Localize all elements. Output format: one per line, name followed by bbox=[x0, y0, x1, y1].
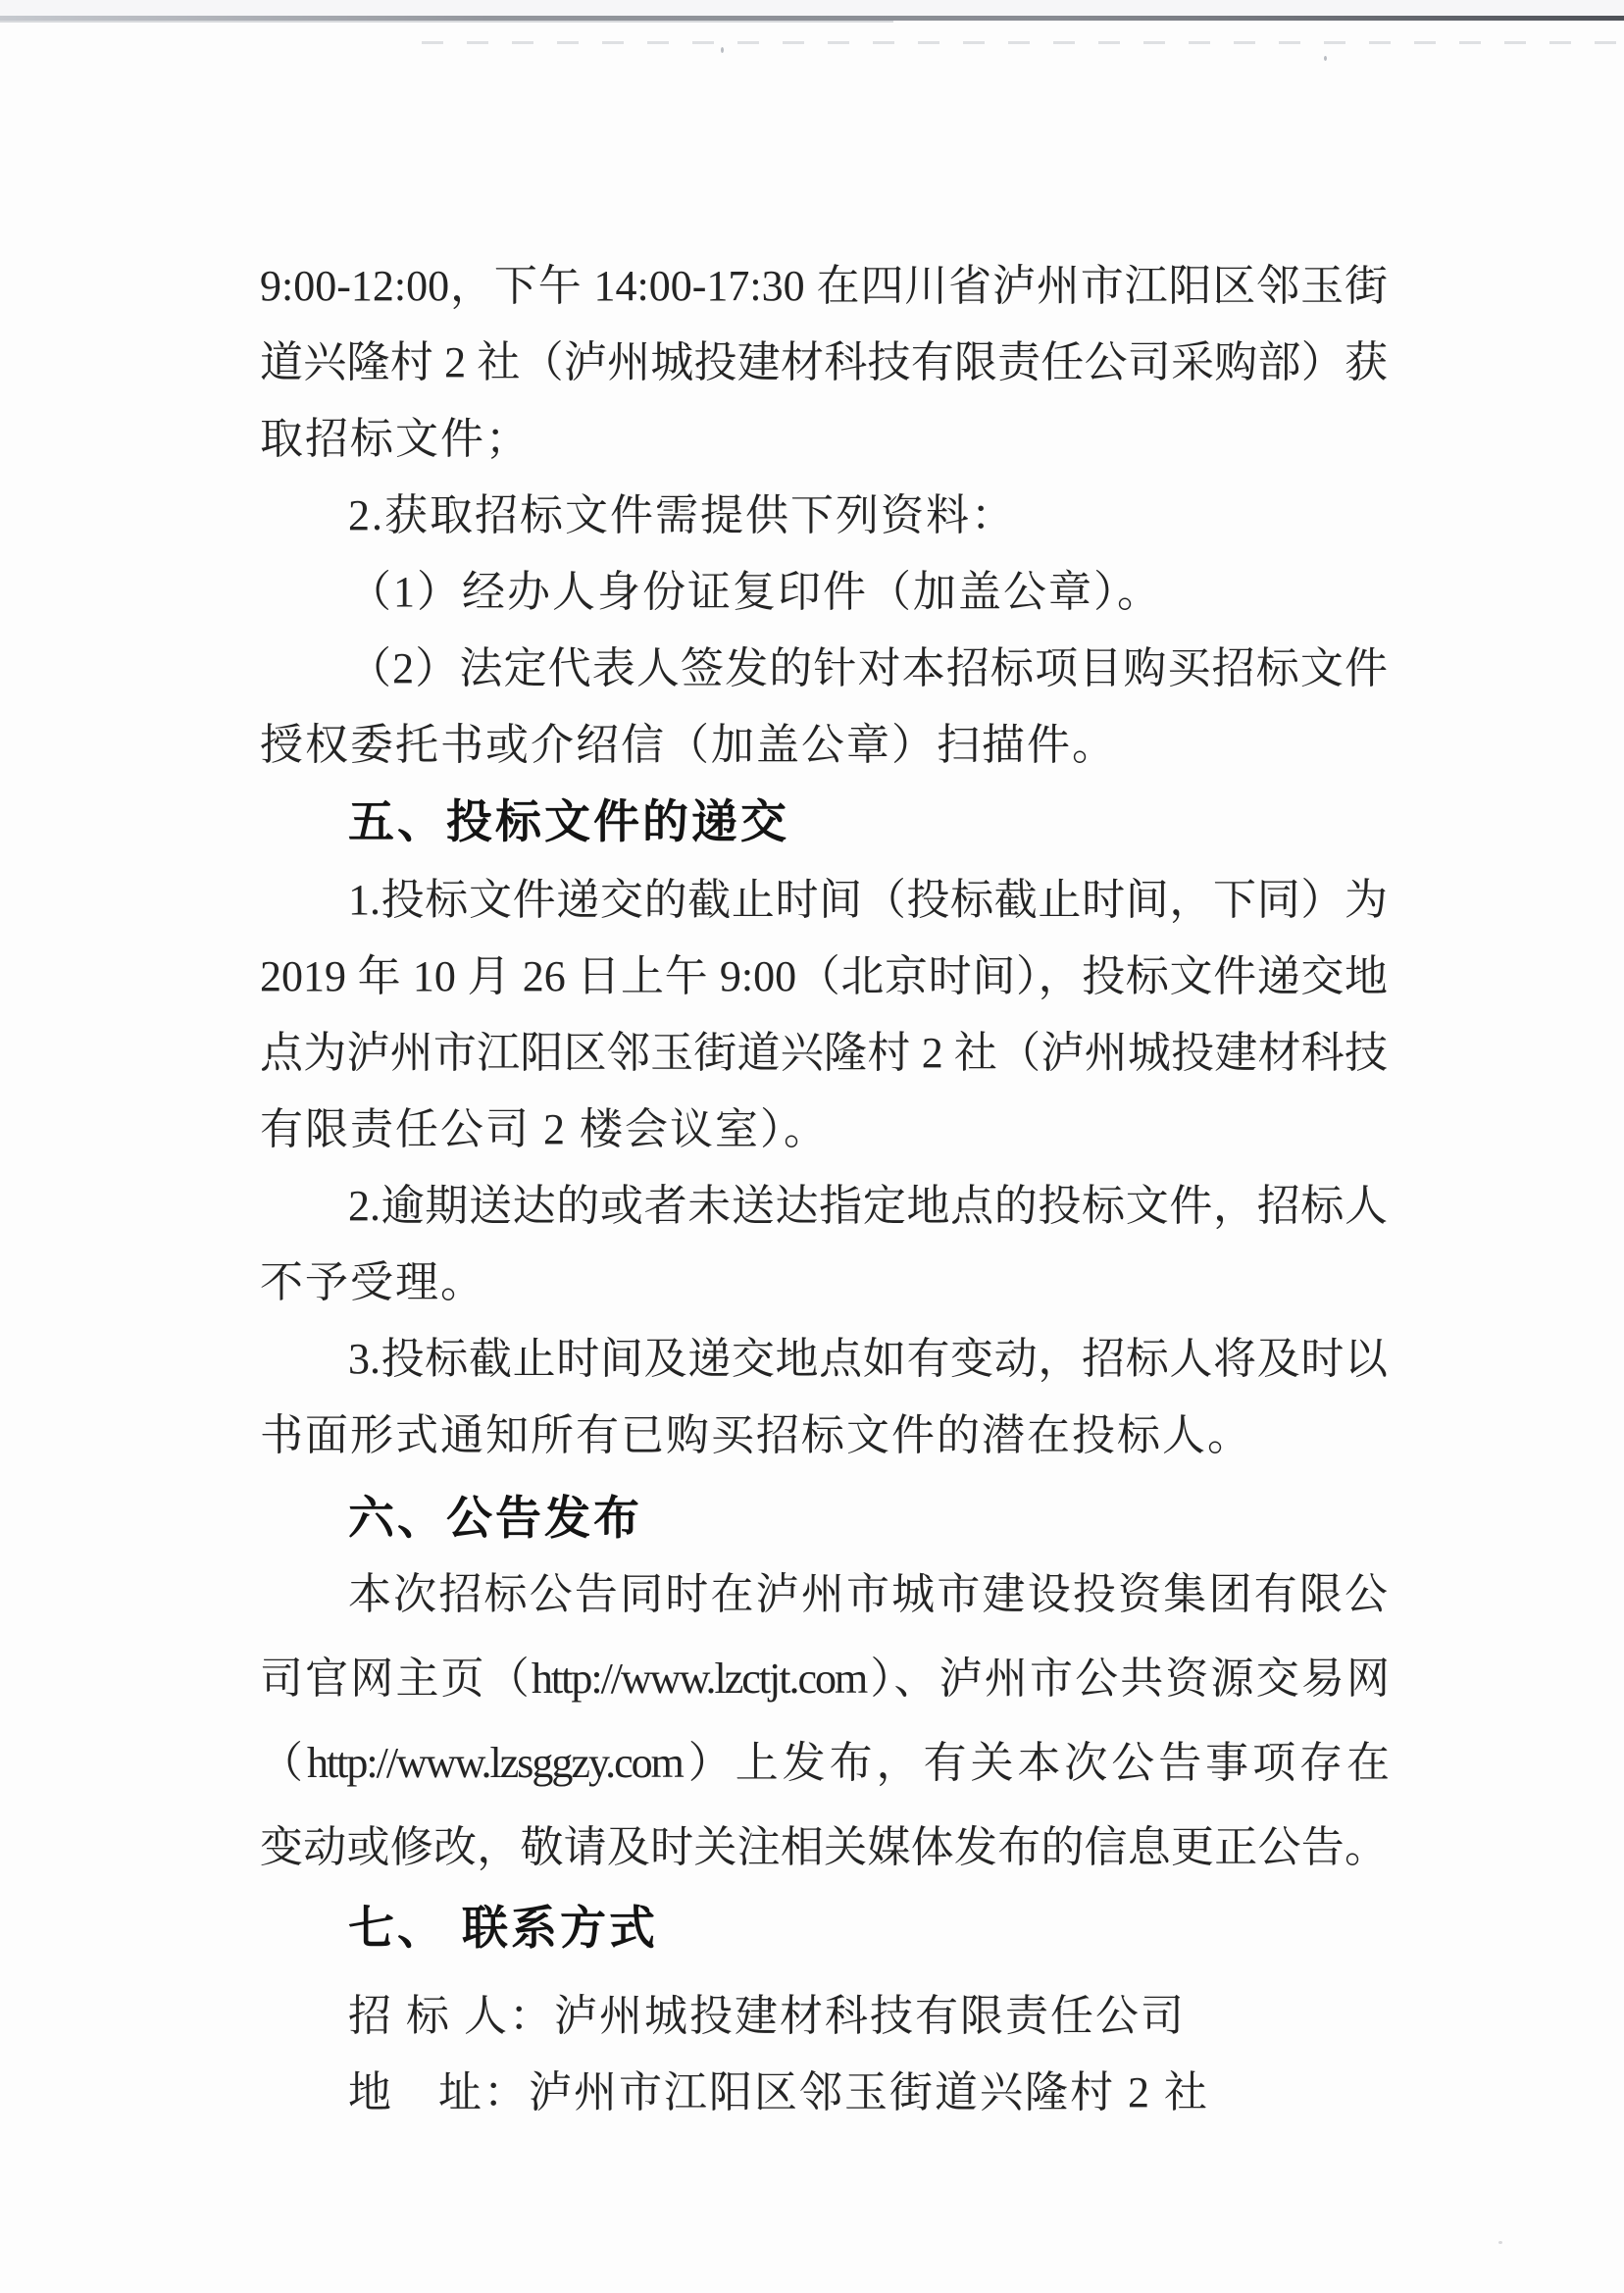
document-body bbox=[260, 0, 1388, 2293]
text-line: （http://www.lzsggzy.com）上发布，有关本次公告事项存在 bbox=[260, 1739, 1388, 1787]
text-line: 取招标文件； bbox=[260, 415, 531, 463]
text-line: 2019 年 10 月 26 日上午 9:00（北京时间），投标文件递交地 bbox=[260, 952, 1388, 1000]
text-line: 3.投标截止时间及递交地点如有变动，招标人将及时以 bbox=[348, 1335, 1388, 1383]
section-heading: 六、公告发布 bbox=[348, 1492, 642, 1544]
text-line: 2.逾期送达的或者未送达指定地点的投标文件，招标人 bbox=[348, 1182, 1388, 1230]
text-line: 不予受理。 bbox=[260, 1258, 485, 1306]
text-line: 授权委托书或介绍信（加盖公章）扫描件。 bbox=[260, 721, 1117, 769]
text-line: 9:00-12:00，下午 14:00-17:30 在四川省泸州市江阳区邻玉街 bbox=[260, 262, 1388, 310]
text-line: （2）法定代表人签发的针对本招标项目购买招标文件 bbox=[348, 644, 1388, 692]
text-line: 2.获取招标文件需提供下列资料： bbox=[348, 491, 1016, 539]
text-line: 本次招标公告同时在泸州市城市建设投资集团有限公 bbox=[348, 1570, 1388, 1618]
text-line: 书面形式通知所有已购买招标文件的潜在投标人。 bbox=[260, 1411, 1252, 1459]
text-line: 招 标 人：泸州城投建材科技有限责任公司 bbox=[348, 1992, 1186, 2040]
section-heading: 七、 联系方式 bbox=[348, 1902, 659, 1954]
scan-artifact-speck bbox=[1498, 2241, 1502, 2244]
text-line: 有限责任公司 2 楼会议室）。 bbox=[260, 1105, 829, 1153]
section-heading: 五、投标文件的递交 bbox=[348, 795, 789, 847]
text-line: 点为泸州市江阳区邻玉街道兴隆村 2 社（泸州城投建材科技 bbox=[260, 1029, 1388, 1077]
text-line: （1）经办人身份证复印件（加盖公章）。 bbox=[348, 568, 1162, 616]
text-line: 1.投标文件递交的截止时间（投标截止时间，下同）为 bbox=[348, 876, 1388, 924]
text-line: 变动或修改，敬请及时关注相关媒体发布的信息更正公告。 bbox=[260, 1823, 1388, 1871]
text-line: 道兴隆村 2 社（泸州城投建材科技有限责任公司采购部）获 bbox=[260, 338, 1388, 386]
text-line: 地 址：泸州市江阳区邻玉街道兴隆村 2 社 bbox=[348, 2068, 1209, 2116]
text-line: 司官网主页（http://www.lzctjt.com）、泸州市公共资源交易网 bbox=[260, 1655, 1388, 1703]
